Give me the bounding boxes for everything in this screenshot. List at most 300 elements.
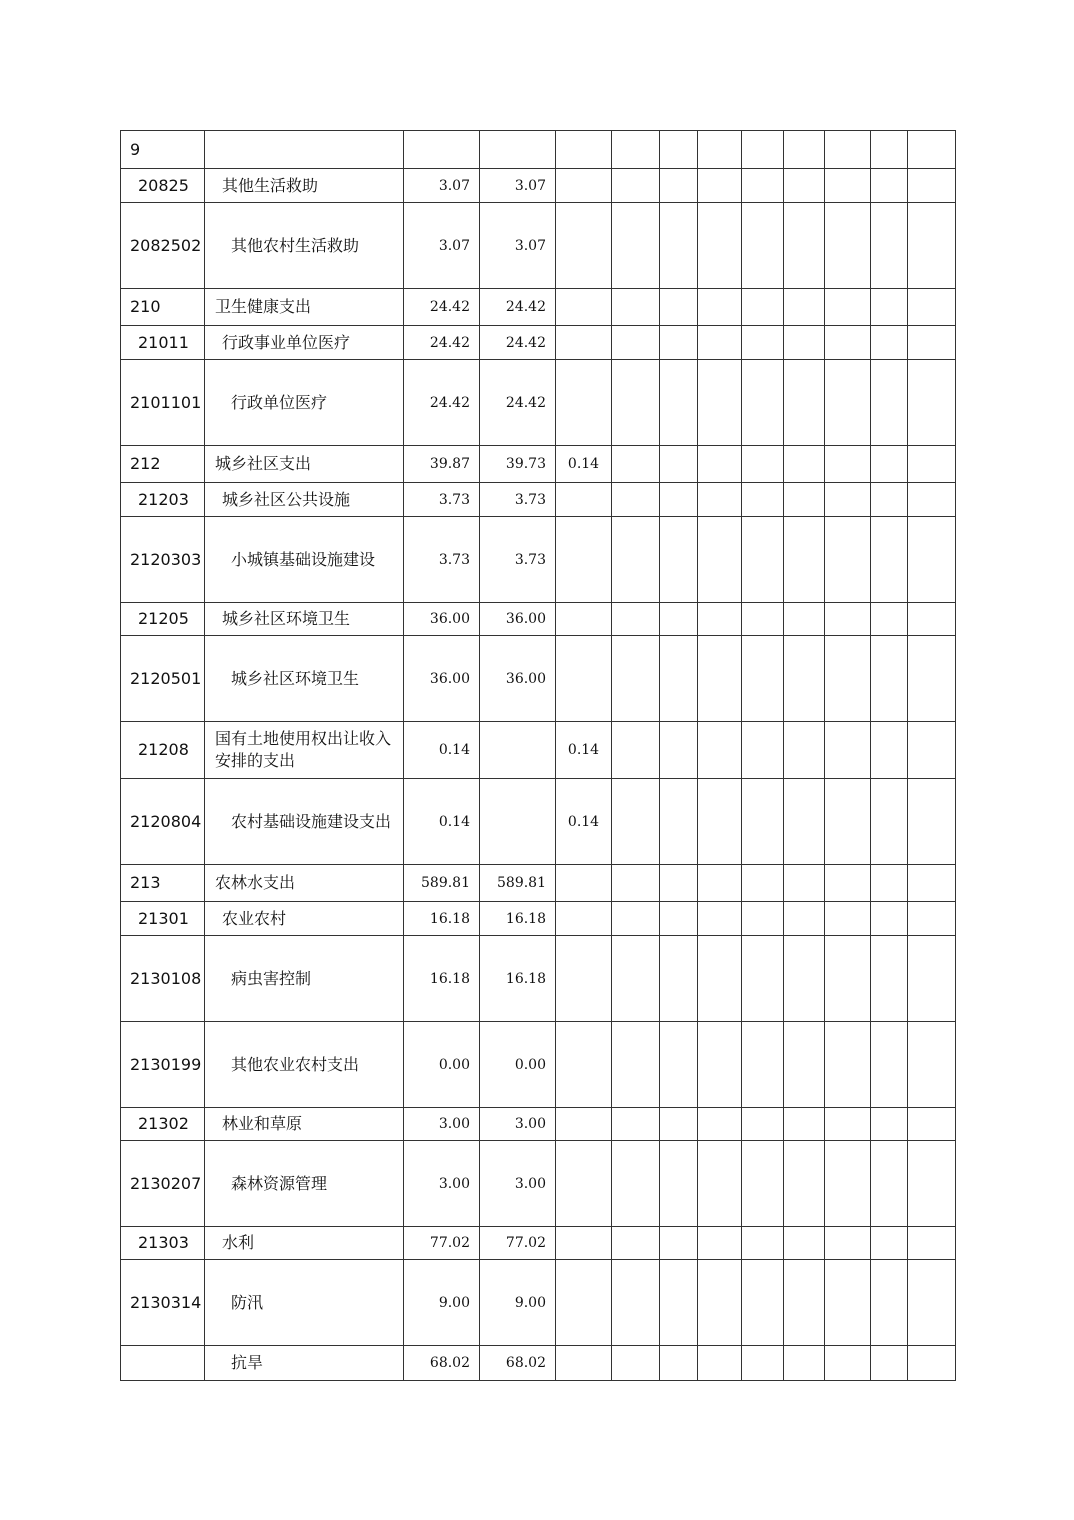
empty-cell xyxy=(825,483,871,517)
subject-code-cell: 21011 xyxy=(121,326,205,360)
general-budget-cell: 68.02 xyxy=(480,1346,556,1381)
government-fund-cell: 0.14 xyxy=(556,722,612,779)
subject-name-cell: 水利 xyxy=(205,1227,404,1260)
empty-cell xyxy=(871,289,908,326)
table-row xyxy=(121,483,956,517)
total-amount-cell: 0.00 xyxy=(404,1022,480,1108)
empty-cell xyxy=(871,1346,908,1381)
table-row xyxy=(121,1141,956,1227)
empty-cell xyxy=(698,1260,742,1346)
empty-cell xyxy=(742,1346,784,1381)
government-fund-cell xyxy=(556,360,612,446)
subject-name-cell: 行政事业单位医疗 xyxy=(205,326,404,360)
empty-cell xyxy=(825,1022,871,1108)
empty-cell xyxy=(908,517,956,603)
empty-cell xyxy=(825,1108,871,1141)
empty-cell xyxy=(612,289,660,326)
subject-name-cell: 城乡社区环境卫生 xyxy=(205,636,404,722)
general-budget-cell: 9.00 xyxy=(480,1260,556,1346)
empty-cell xyxy=(784,483,825,517)
empty-cell xyxy=(612,483,660,517)
empty-cell xyxy=(660,603,698,636)
empty-cell xyxy=(871,722,908,779)
general-budget-cell: 3.00 xyxy=(480,1108,556,1141)
empty-cell xyxy=(698,289,742,326)
table-row xyxy=(121,722,956,779)
empty-cell xyxy=(742,446,784,483)
empty-cell xyxy=(612,131,660,169)
total-amount-cell: 0.14 xyxy=(404,779,480,865)
total-amount-cell: 3.00 xyxy=(404,1141,480,1227)
table-row xyxy=(121,603,956,636)
empty-cell xyxy=(871,1227,908,1260)
empty-cell xyxy=(742,636,784,722)
empty-cell xyxy=(742,1108,784,1141)
table-row xyxy=(121,360,956,446)
empty-cell xyxy=(612,779,660,865)
empty-cell xyxy=(825,902,871,936)
general-budget-cell: 589.81 xyxy=(480,865,556,902)
government-fund-cell xyxy=(556,865,612,902)
subject-name-cell: 卫生健康支出 xyxy=(205,289,404,326)
general-budget-cell: 36.00 xyxy=(480,603,556,636)
total-amount-cell: 0.14 xyxy=(404,722,480,779)
empty-cell xyxy=(908,722,956,779)
empty-cell xyxy=(825,1346,871,1381)
empty-cell xyxy=(825,1141,871,1227)
budget-expenditure-table xyxy=(120,130,956,1381)
empty-cell xyxy=(825,636,871,722)
empty-cell xyxy=(612,1260,660,1346)
subject-name-cell: 农林水支出 xyxy=(205,865,404,902)
empty-cell xyxy=(871,1260,908,1346)
empty-cell xyxy=(784,779,825,865)
empty-cell xyxy=(908,1141,956,1227)
government-fund-cell: 0.14 xyxy=(556,779,612,865)
subject-name-cell: 农业农村 xyxy=(205,902,404,936)
total-amount-cell: 77.02 xyxy=(404,1227,480,1260)
subject-name-cell: 防汛 xyxy=(205,1260,404,1346)
empty-cell xyxy=(698,1227,742,1260)
subject-name-cell: 其他农村生活救助 xyxy=(205,203,404,289)
empty-cell xyxy=(698,360,742,446)
empty-cell xyxy=(698,1108,742,1141)
subject-name-cell: 城乡社区支出 xyxy=(205,446,404,483)
table-row xyxy=(121,203,956,289)
empty-cell xyxy=(698,1346,742,1381)
table-row xyxy=(121,446,956,483)
empty-cell xyxy=(784,289,825,326)
empty-cell xyxy=(698,131,742,169)
empty-cell xyxy=(871,203,908,289)
table-row xyxy=(121,1022,956,1108)
subject-name-cell: 小城镇基础设施建设 xyxy=(205,517,404,603)
government-fund-cell: 0.14 xyxy=(556,446,612,483)
empty-cell xyxy=(784,1022,825,1108)
empty-cell xyxy=(825,131,871,169)
empty-cell xyxy=(612,1227,660,1260)
empty-cell xyxy=(784,1141,825,1227)
government-fund-cell xyxy=(556,1260,612,1346)
empty-cell xyxy=(825,779,871,865)
empty-cell xyxy=(660,517,698,603)
empty-cell xyxy=(784,1227,825,1260)
total-amount-cell: 39.87 xyxy=(404,446,480,483)
empty-cell xyxy=(784,360,825,446)
empty-cell xyxy=(908,1108,956,1141)
table-row xyxy=(121,326,956,360)
empty-cell xyxy=(742,203,784,289)
government-fund-cell xyxy=(556,603,612,636)
government-fund-cell xyxy=(556,1227,612,1260)
subject-code-cell: 20825 xyxy=(121,169,205,203)
empty-cell xyxy=(871,902,908,936)
total-amount-cell: 24.42 xyxy=(404,289,480,326)
table-body xyxy=(121,131,956,1381)
total-amount-cell: 3.00 xyxy=(404,1108,480,1141)
empty-cell xyxy=(742,936,784,1022)
empty-cell xyxy=(742,865,784,902)
empty-cell xyxy=(742,603,784,636)
empty-cell xyxy=(871,517,908,603)
general-budget-cell: 77.02 xyxy=(480,1227,556,1260)
empty-cell xyxy=(908,865,956,902)
subject-code-cell: 2082502 xyxy=(121,203,205,289)
empty-cell xyxy=(742,517,784,603)
empty-cell xyxy=(698,169,742,203)
empty-cell xyxy=(784,1108,825,1141)
subject-code-cell: 210 xyxy=(121,289,205,326)
general-budget-cell: 0.00 xyxy=(480,1022,556,1108)
empty-cell xyxy=(612,865,660,902)
empty-cell xyxy=(825,1227,871,1260)
table-row xyxy=(121,1227,956,1260)
empty-cell xyxy=(784,1260,825,1346)
general-budget-cell: 3.73 xyxy=(480,483,556,517)
subject-code-cell: 212 xyxy=(121,446,205,483)
empty-cell xyxy=(660,865,698,902)
empty-cell xyxy=(784,722,825,779)
government-fund-cell xyxy=(556,1108,612,1141)
empty-cell xyxy=(660,1346,698,1381)
total-amount-cell: 16.18 xyxy=(404,902,480,936)
empty-cell xyxy=(660,1227,698,1260)
empty-cell xyxy=(784,169,825,203)
table-row xyxy=(121,902,956,936)
government-fund-cell xyxy=(556,902,612,936)
empty-cell xyxy=(698,902,742,936)
empty-cell xyxy=(908,289,956,326)
general-budget-cell xyxy=(480,779,556,865)
total-amount-cell: 24.42 xyxy=(404,360,480,446)
empty-cell xyxy=(871,1022,908,1108)
empty-cell xyxy=(871,1108,908,1141)
empty-cell xyxy=(908,360,956,446)
empty-cell xyxy=(784,865,825,902)
empty-cell xyxy=(742,722,784,779)
empty-cell xyxy=(871,360,908,446)
empty-cell xyxy=(612,1108,660,1141)
subject-code-cell: 21303 xyxy=(121,1227,205,1260)
empty-cell xyxy=(908,902,956,936)
government-fund-cell xyxy=(556,289,612,326)
total-amount-cell: 3.07 xyxy=(404,203,480,289)
empty-cell xyxy=(698,203,742,289)
general-budget-cell: 3.00 xyxy=(480,1141,556,1227)
empty-cell xyxy=(871,636,908,722)
general-budget-cell: 3.73 xyxy=(480,517,556,603)
government-fund-cell xyxy=(556,483,612,517)
empty-cell xyxy=(660,936,698,1022)
empty-cell xyxy=(660,483,698,517)
empty-cell xyxy=(908,483,956,517)
subject-code-cell: 21208 xyxy=(121,722,205,779)
empty-cell xyxy=(742,779,784,865)
total-amount-cell: 3.73 xyxy=(404,483,480,517)
empty-cell xyxy=(660,131,698,169)
empty-cell xyxy=(612,203,660,289)
empty-cell xyxy=(871,603,908,636)
general-budget-cell: 36.00 xyxy=(480,636,556,722)
empty-cell xyxy=(698,603,742,636)
empty-cell xyxy=(698,446,742,483)
table-row xyxy=(121,1260,956,1346)
empty-cell xyxy=(784,446,825,483)
table-row xyxy=(121,517,956,603)
empty-cell xyxy=(698,517,742,603)
subject-code-cell: 2120804 xyxy=(121,779,205,865)
empty-cell xyxy=(871,483,908,517)
subject-name-cell: 其他生活救助 xyxy=(205,169,404,203)
total-amount-cell: 36.00 xyxy=(404,636,480,722)
total-amount-cell: 68.02 xyxy=(404,1346,480,1381)
empty-cell xyxy=(871,446,908,483)
general-budget-cell: 24.42 xyxy=(480,360,556,446)
empty-cell xyxy=(825,722,871,779)
empty-cell xyxy=(660,1141,698,1227)
subject-name-cell: 城乡社区公共设施 xyxy=(205,483,404,517)
empty-cell xyxy=(825,203,871,289)
empty-cell xyxy=(908,636,956,722)
empty-cell xyxy=(612,360,660,446)
empty-cell xyxy=(908,1227,956,1260)
subject-code-cell: 2130108 xyxy=(121,936,205,1022)
subject-code-cell: 21203 xyxy=(121,483,205,517)
empty-cell xyxy=(612,722,660,779)
empty-cell xyxy=(698,1022,742,1108)
empty-cell xyxy=(908,936,956,1022)
empty-cell xyxy=(698,865,742,902)
empty-cell xyxy=(908,203,956,289)
empty-cell xyxy=(825,865,871,902)
empty-cell xyxy=(660,1022,698,1108)
empty-cell xyxy=(908,1022,956,1108)
general-budget-cell: 24.42 xyxy=(480,326,556,360)
empty-cell xyxy=(784,902,825,936)
empty-cell xyxy=(908,603,956,636)
table-row xyxy=(121,289,956,326)
subject-name-cell: 国有土地使用权出让收入安排的支出 xyxy=(205,722,404,779)
empty-cell xyxy=(742,131,784,169)
empty-cell xyxy=(660,779,698,865)
empty-cell xyxy=(784,636,825,722)
subject-code-cell: 21205 xyxy=(121,603,205,636)
empty-cell xyxy=(660,722,698,779)
empty-cell xyxy=(660,203,698,289)
empty-cell xyxy=(825,360,871,446)
empty-cell xyxy=(660,902,698,936)
empty-cell xyxy=(871,936,908,1022)
subject-name-cell: 抗旱 xyxy=(205,1346,404,1381)
empty-cell xyxy=(698,483,742,517)
government-fund-cell xyxy=(556,169,612,203)
empty-cell xyxy=(612,1022,660,1108)
empty-cell xyxy=(742,360,784,446)
total-amount-cell: 36.00 xyxy=(404,603,480,636)
empty-cell xyxy=(698,1141,742,1227)
subject-code-cell: 2120501 xyxy=(121,636,205,722)
empty-cell xyxy=(908,131,956,169)
empty-cell xyxy=(612,636,660,722)
subject-code-cell: 2130199 xyxy=(121,1022,205,1108)
total-amount-cell: 16.18 xyxy=(404,936,480,1022)
subject-code-cell: 2120303 xyxy=(121,517,205,603)
empty-cell xyxy=(908,169,956,203)
empty-cell xyxy=(742,169,784,203)
empty-cell xyxy=(825,289,871,326)
table-row xyxy=(121,1346,956,1381)
empty-cell xyxy=(612,1346,660,1381)
empty-cell xyxy=(660,360,698,446)
empty-cell xyxy=(742,483,784,517)
government-fund-cell xyxy=(556,1346,612,1381)
subject-name-cell: 林业和草原 xyxy=(205,1108,404,1141)
empty-cell xyxy=(660,636,698,722)
subject-code-cell: 213 xyxy=(121,865,205,902)
general-budget-cell: 3.07 xyxy=(480,169,556,203)
subject-name-cell: 森林资源管理 xyxy=(205,1141,404,1227)
empty-cell xyxy=(784,517,825,603)
general-budget-cell: 24.42 xyxy=(480,289,556,326)
subject-name-cell: 城乡社区环境卫生 xyxy=(205,603,404,636)
subject-name-cell xyxy=(205,131,404,169)
empty-cell xyxy=(698,779,742,865)
subject-name-cell: 病虫害控制 xyxy=(205,936,404,1022)
empty-cell xyxy=(825,169,871,203)
empty-cell xyxy=(698,722,742,779)
subject-code-cell: 9 xyxy=(121,131,205,169)
empty-cell xyxy=(825,936,871,1022)
government-fund-cell xyxy=(556,936,612,1022)
empty-cell xyxy=(612,169,660,203)
government-fund-cell xyxy=(556,203,612,289)
subject-name-cell: 其他农业农村支出 xyxy=(205,1022,404,1108)
empty-cell xyxy=(825,517,871,603)
empty-cell xyxy=(612,902,660,936)
government-fund-cell xyxy=(556,636,612,722)
empty-cell xyxy=(612,1141,660,1227)
empty-cell xyxy=(871,169,908,203)
empty-cell xyxy=(742,1022,784,1108)
empty-cell xyxy=(871,326,908,360)
empty-cell xyxy=(784,131,825,169)
government-fund-cell xyxy=(556,326,612,360)
empty-cell xyxy=(660,289,698,326)
empty-cell xyxy=(612,446,660,483)
table-row xyxy=(121,169,956,203)
empty-cell xyxy=(742,1260,784,1346)
empty-cell xyxy=(612,326,660,360)
empty-cell xyxy=(742,1141,784,1227)
total-amount-cell: 589.81 xyxy=(404,865,480,902)
empty-cell xyxy=(784,603,825,636)
empty-cell xyxy=(612,603,660,636)
empty-cell xyxy=(825,446,871,483)
total-amount-cell: 9.00 xyxy=(404,1260,480,1346)
empty-cell xyxy=(612,517,660,603)
empty-cell xyxy=(742,1227,784,1260)
general-budget-cell xyxy=(480,722,556,779)
total-amount-cell: 3.07 xyxy=(404,169,480,203)
total-amount-cell: 24.42 xyxy=(404,326,480,360)
empty-cell xyxy=(784,326,825,360)
empty-cell xyxy=(908,446,956,483)
subject-code-cell: 2130314 xyxy=(121,1260,205,1346)
subject-code-cell: 2101101 xyxy=(121,360,205,446)
empty-cell xyxy=(825,326,871,360)
government-fund-cell xyxy=(556,1141,612,1227)
general-budget-cell: 16.18 xyxy=(480,902,556,936)
government-fund-cell xyxy=(556,1022,612,1108)
empty-cell xyxy=(871,865,908,902)
total-amount-cell xyxy=(404,131,480,169)
empty-cell xyxy=(742,289,784,326)
table-row xyxy=(121,865,956,902)
subject-code-cell: 21301 xyxy=(121,902,205,936)
table-row xyxy=(121,779,956,865)
subject-code-cell: 2130207 xyxy=(121,1141,205,1227)
subject-code-cell xyxy=(121,1346,205,1381)
table-row xyxy=(121,636,956,722)
empty-cell xyxy=(660,1260,698,1346)
empty-cell xyxy=(742,902,784,936)
empty-cell xyxy=(825,1260,871,1346)
government-fund-cell xyxy=(556,517,612,603)
empty-cell xyxy=(908,779,956,865)
empty-cell xyxy=(784,936,825,1022)
total-amount-cell: 3.73 xyxy=(404,517,480,603)
general-budget-cell: 39.73 xyxy=(480,446,556,483)
document-page xyxy=(120,130,955,1381)
table-row xyxy=(121,1108,956,1141)
empty-cell xyxy=(908,326,956,360)
empty-cell xyxy=(908,1346,956,1381)
general-budget-cell: 16.18 xyxy=(480,936,556,1022)
empty-cell xyxy=(660,326,698,360)
general-budget-cell xyxy=(480,131,556,169)
empty-cell xyxy=(660,169,698,203)
empty-cell xyxy=(871,1141,908,1227)
empty-cell xyxy=(871,131,908,169)
empty-cell xyxy=(660,1108,698,1141)
empty-cell xyxy=(698,636,742,722)
empty-cell xyxy=(698,936,742,1022)
empty-cell xyxy=(742,326,784,360)
empty-cell xyxy=(784,1346,825,1381)
empty-cell xyxy=(784,203,825,289)
table-row xyxy=(121,936,956,1022)
government-fund-cell xyxy=(556,131,612,169)
